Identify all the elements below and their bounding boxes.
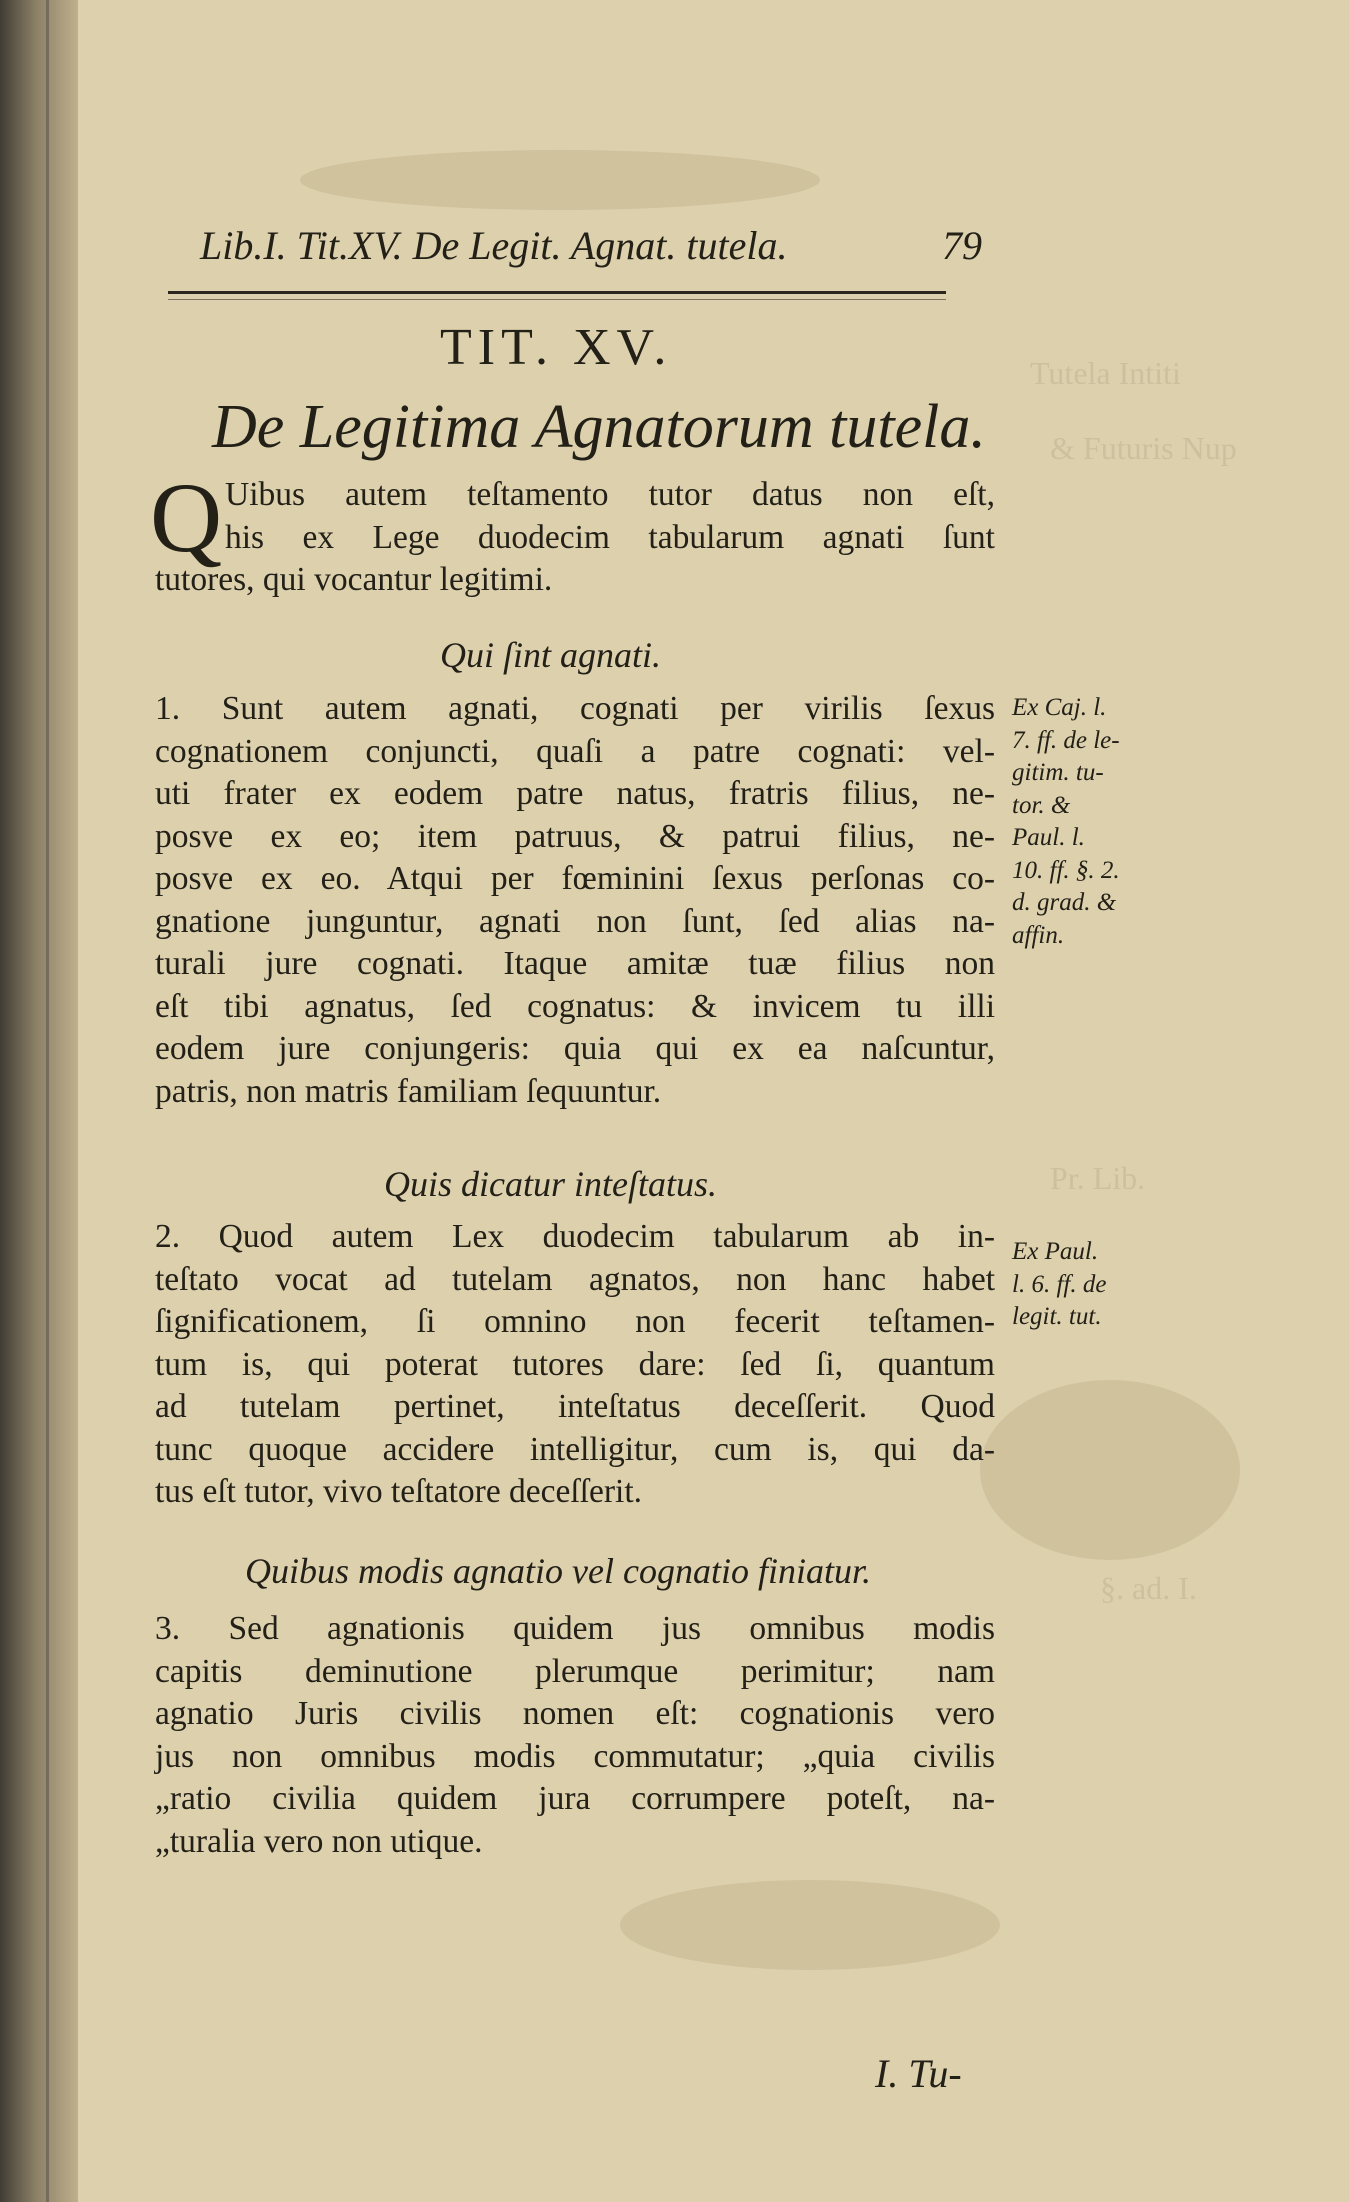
page-number: 79 bbox=[942, 223, 982, 268]
text-line: tum is, qui poterat tutores dare: ſed ſi, quantum bbox=[155, 1345, 995, 1383]
gutter-edge bbox=[46, 0, 49, 2202]
margin-note: Ex Caj. l. 7. ff. de le- gitim. tu- tor. & Paul. l. 10. ff. §. 2. d. grad. & affin. bbox=[1012, 694, 1120, 949]
text-line: tutores, qui vocantur legitimi. bbox=[155, 561, 553, 598]
subtitle-heading: De Legitima Agnatorum tutela. bbox=[212, 393, 986, 461]
text-line: capitis deminutione plerumque perimitur; nam bbox=[155, 1652, 995, 1690]
text-line: his ex Lege duodecim tabularum agnati ſunt bbox=[225, 518, 995, 556]
text-line: 1. Sunt autem agnati, cognati per virilis ſexus bbox=[155, 690, 995, 727]
text-line: ad tutelam pertinet, inteſtatus deceſſerit. Quod bbox=[155, 1388, 995, 1425]
header-rule bbox=[168, 291, 946, 294]
section-title: Qui ſint agnati. bbox=[440, 635, 662, 675]
book-page: Tutela Intiti & Futuris Nup Pr. Lib. §. ad. I. Lib.I. Tit.XV. De Legit. Agnat. tutela. 79 TIT. XV. De Legitima Agnatorum tutela. Q Uibus autem teſtamento tutor datus non eſt, his ex Lege duodecim tabularum agnati ſunt tutores, qui vocantur legitimi. Qui ſint agnati. 1. Sunt autem agnati, cognati per virilis ſexus cognationem conjuncti, quaſi a patre cognati: vel- uti frater ex eodem patre natus, fratris filius, ne- posve ex eo; item patruus, & patrui filius, ne- posve ex eo. Atqui per fœminini ſexus perſonas co- gnatione junguntur, agnati non ſunt, ſed alias na- turali jure cognati. Itaque amitæ tuæ filius non eſt tibi agnatus, ſed cognatus: & invicem tu illi eodem jure conjungeris: quia qui ex ea naſcuntur, patris, non matris familiam ſequuntur. Ex Caj. l. 7. ff. de le- gitim. tu- tor. & Paul. l. 10. ff. §. 2. d. grad. & affin. Quis dicatur inteſtatus. 2. Quod autem Lex duodecim tabularum ab in- teſtato vocat ad tutelam agnatos, non hanc habet ſignificationem, ſi omnino non fecerit teſtamen- tum is, qui poterat tutores dare: ſed ſi, quantum ad tutelam pertinet, inteſtatus deceſſerit. Quod tunc quoque accidere intelligitur, cum is, qui da- tus eſt tutor, vivo teſtatore deceſſerit. Ex Paul. l. 6. ff. de legit. tut. Quibus modis agnatio vel cognatio finiatur. 3. Sed agnationis quidem jus omnibus modis capitis deminutione plerumque perimitur; nam agnatio Juris civilis nomen eſt: cognationis vero jus non omnibus modis commutatur; „quia civilis „ratio civilia quidem jura corrumpere poteſt, na- „turalia vero non utique. I. Tu- bbox=[0, 0, 1349, 2202]
margin-note: Ex Paul. l. 6. ff. de legit. tut. bbox=[1012, 1238, 1107, 1330]
text-line: jus non omnibus modis commutatur; „quia civilis bbox=[155, 1737, 995, 1775]
text-line: eodem jure conjungeris: quia qui ex ea naſcuntur, bbox=[155, 1030, 995, 1067]
section-paragraph bbox=[155, 1216, 995, 1514]
text-line: Uibus autem teſtamento tutor datus non eſt, bbox=[225, 476, 995, 513]
header-rule-thin bbox=[168, 299, 946, 300]
text-line: uti frater ex eodem patre natus, fratris filius, ne- bbox=[155, 775, 995, 812]
text-line: tus eſt tutor, vivo teſtatore deceſſerit. bbox=[155, 1473, 643, 1510]
text-line: 2. Quod autem Lex duodecim tabularum ab in- bbox=[155, 1218, 995, 1255]
title-heading: TIT. XV. bbox=[440, 319, 673, 376]
section-paragraph bbox=[155, 1608, 995, 1863]
running-head-title: Lib.I. Tit.XV. De Legit. Agnat. tutela. bbox=[200, 223, 788, 268]
text-line: gnatione junguntur, agnati non ſunt, ſed alias na- bbox=[155, 902, 995, 940]
text-line: posve ex eo; item patruus, & patrui filius, ne- bbox=[155, 817, 995, 855]
text-line: patris, non matris familiam ſequuntur. bbox=[155, 1072, 662, 1110]
text-line: tunc quoque accidere intelligitur, cum is, qui da- bbox=[155, 1430, 995, 1468]
text-line: „ratio civilia quidem jura corrumpere poteſt, na- bbox=[155, 1780, 995, 1817]
text-line: posve ex eo. Atqui per fœminini ſexus perſonas co- bbox=[155, 860, 995, 897]
text-line: turali jure cognati. Itaque amitæ tuæ filius non bbox=[155, 945, 995, 982]
text-line: ſignificationem, ſi omnino non fecerit teſtamen- bbox=[155, 1303, 995, 1340]
text-line: 3. Sed agnationis quidem jus omnibus modis bbox=[155, 1610, 995, 1647]
page-gutter bbox=[0, 0, 78, 2202]
text-line: agnatio Juris civilis nomen eſt: cognationis vero bbox=[155, 1695, 995, 1732]
section-title: Quibus modis agnatio vel cognatio finiatur. bbox=[245, 1551, 871, 1591]
text-line: „turalia vero non utique. bbox=[155, 1822, 483, 1860]
catchword: I. Tu- bbox=[875, 2051, 962, 2096]
section-title: Quis dicatur inteſtatus. bbox=[384, 1164, 717, 1204]
text-line: cognationem conjuncti, quaſi a patre cognati: vel- bbox=[155, 732, 995, 770]
text-line: eſt tibi agnatus, ſed cognatus: & invicem tu illi bbox=[155, 987, 995, 1025]
drop-cap: Q bbox=[150, 462, 223, 573]
intro-paragraph bbox=[155, 474, 995, 602]
section-paragraph bbox=[155, 688, 995, 1113]
text-line: teſtato vocat ad tutelam agnatos, non hanc habet bbox=[155, 1260, 995, 1298]
